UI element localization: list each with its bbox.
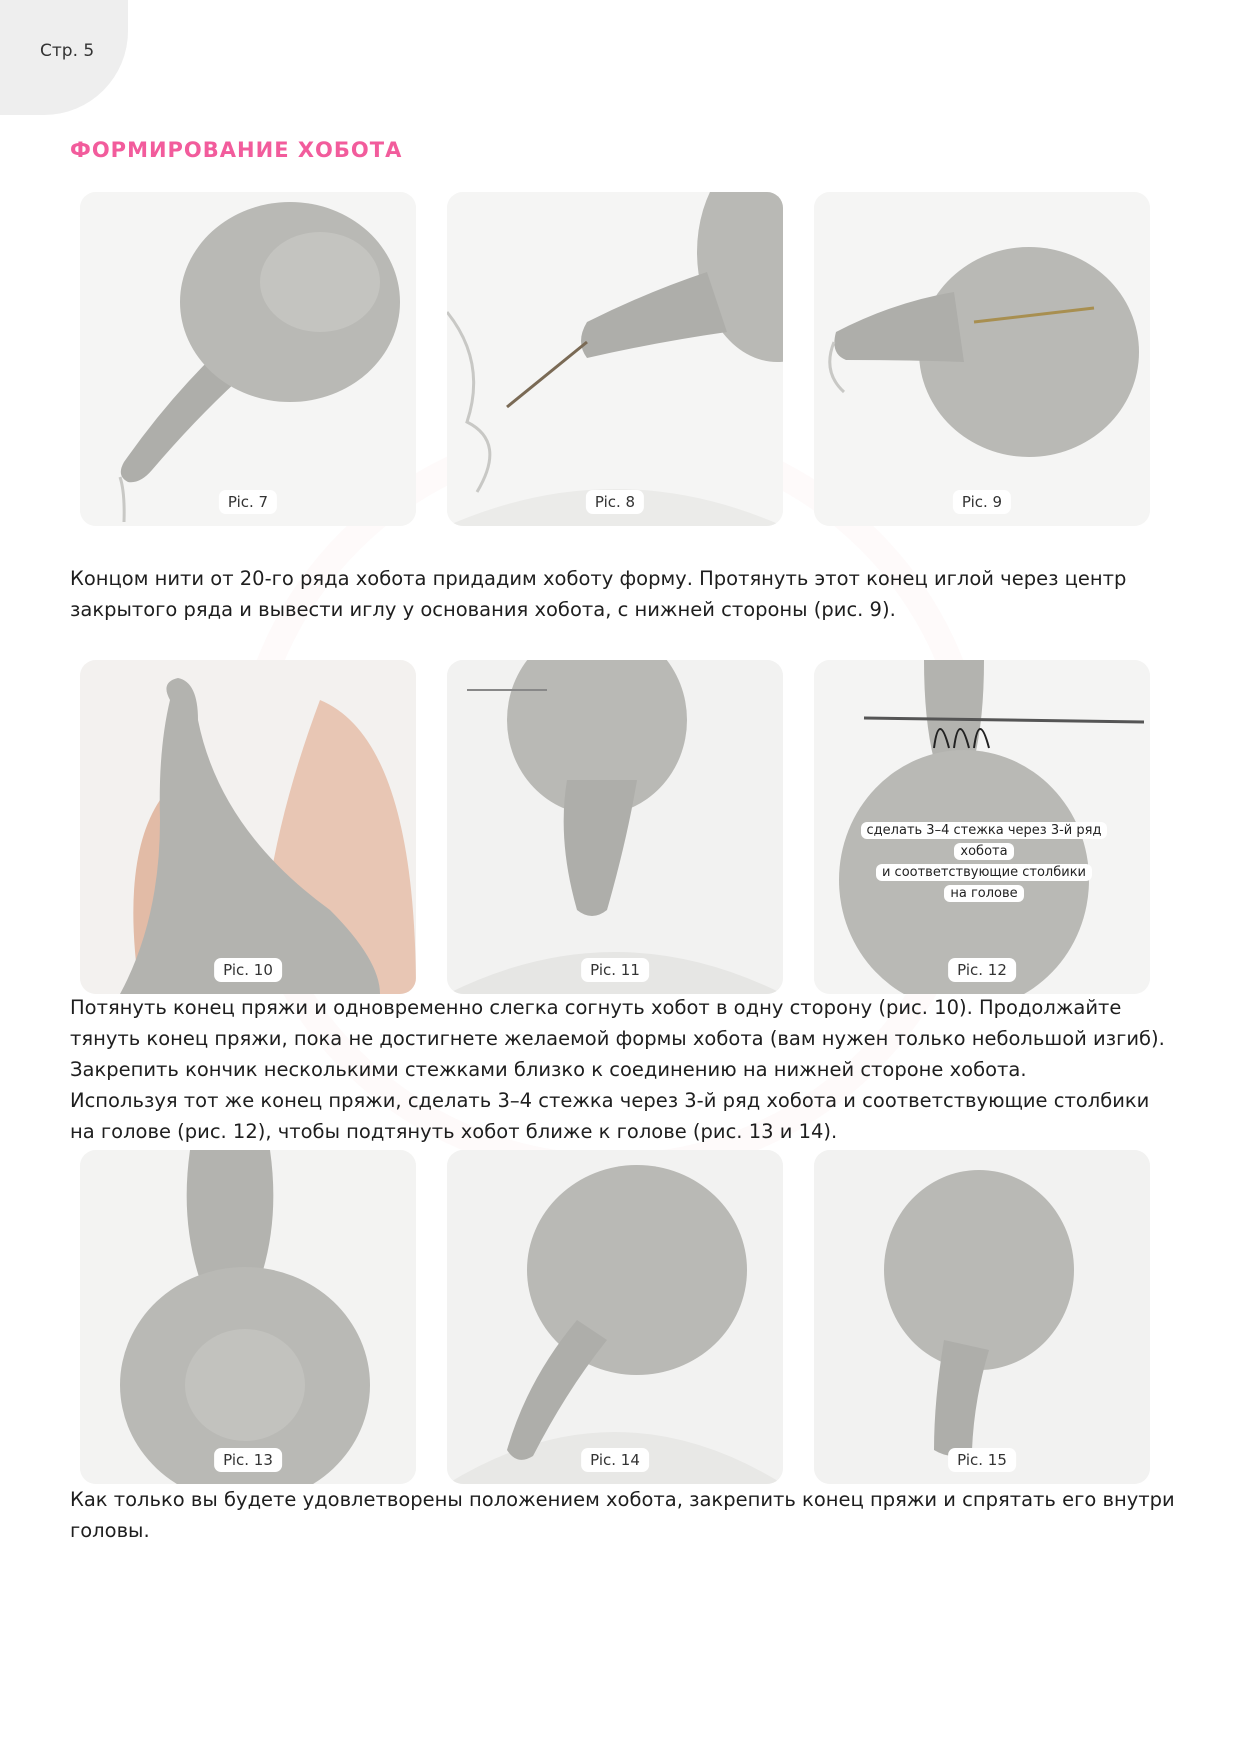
pic-label: Pic. 14 <box>581 1448 649 1472</box>
note-line: на голове <box>944 885 1023 902</box>
crochet-head-trunk-image <box>80 192 416 526</box>
pic-label: Pic. 15 <box>948 1448 1016 1472</box>
pic-label: Pic. 11 <box>581 958 649 982</box>
pic-label: Pic. 10 <box>214 958 282 982</box>
note-line: сделать 3–4 стежка через 3-й ряд <box>861 822 1108 839</box>
paragraph-text: Концом нити от 20-го ряда хобота придадим хоботу форму. Протянуть этот конец иглой через центр закрытого ряда и вывести иглу у основания хобота, с нижней стороны (рис. 9). <box>70 567 1127 621</box>
crochet-head-trunk-down-image <box>447 660 783 994</box>
paragraph-3 <box>70 1484 1180 1546</box>
pic-label: Pic. 8 <box>586 490 644 514</box>
paragraph-1 <box>70 563 1180 625</box>
photo-pic-13 <box>80 1150 416 1484</box>
photo-pic-15 <box>814 1150 1150 1484</box>
paragraph-text: Как только вы будете удовлетворены положением хобота, закрепить конец пряжи и спрятать его внутри головы. <box>70 1488 1175 1542</box>
paragraph-2 <box>70 992 1180 1147</box>
paragraph-text: Используя тот же конец пряжи, сделать 3–4 стежка через 3-й ряд хобота и соответствующие столбики на голове (рис. 12), чтобы подтянуть хобот ближе к голове (рис. 13 и 14). <box>70 1089 1150 1143</box>
note-line: хобота <box>954 843 1013 860</box>
pic-label: Pic. 9 <box>953 490 1011 514</box>
crochet-trunk-hand-image <box>80 660 416 994</box>
pic-label: Pic. 12 <box>948 958 1016 982</box>
photo-pic-8 <box>447 192 783 526</box>
note-line: и соответствующие столбики <box>876 864 1092 881</box>
crochet-trunk-needle-image <box>447 192 783 526</box>
crochet-head-back-image <box>80 1150 416 1484</box>
photo-pic-10 <box>80 660 416 994</box>
photo-pic-12 <box>814 660 1150 994</box>
photo-pic-7 <box>80 192 416 526</box>
paragraph-text: Потянуть конец пряжи и одновременно слегка согнуть хобот в одну сторону (рис. 10). Продолжайте тянуть конец пряжи, пока не достигнете желаемой формы хобота (вам нужен только небольшой изгиб). Закрепить кончик несколькими стежками близко к соединению на нижней стороне хобота. <box>70 996 1165 1081</box>
page-number: Стр. 5 <box>40 41 95 61</box>
section-title: ФОРМИРОВАНИЕ ХОБОТА <box>70 138 403 162</box>
crochet-trunk-needle-image <box>814 192 1150 526</box>
photo-pic-14 <box>447 1150 783 1484</box>
crochet-head-front-image <box>814 1150 1150 1484</box>
photo-pic-11 <box>447 660 783 994</box>
photo-pic-9 <box>814 192 1150 526</box>
stitch-instruction-note <box>854 820 1114 904</box>
pic-label: Pic. 13 <box>214 1448 282 1472</box>
crochet-head-side-image <box>447 1150 783 1484</box>
pic-label: Pic. 7 <box>219 490 277 514</box>
